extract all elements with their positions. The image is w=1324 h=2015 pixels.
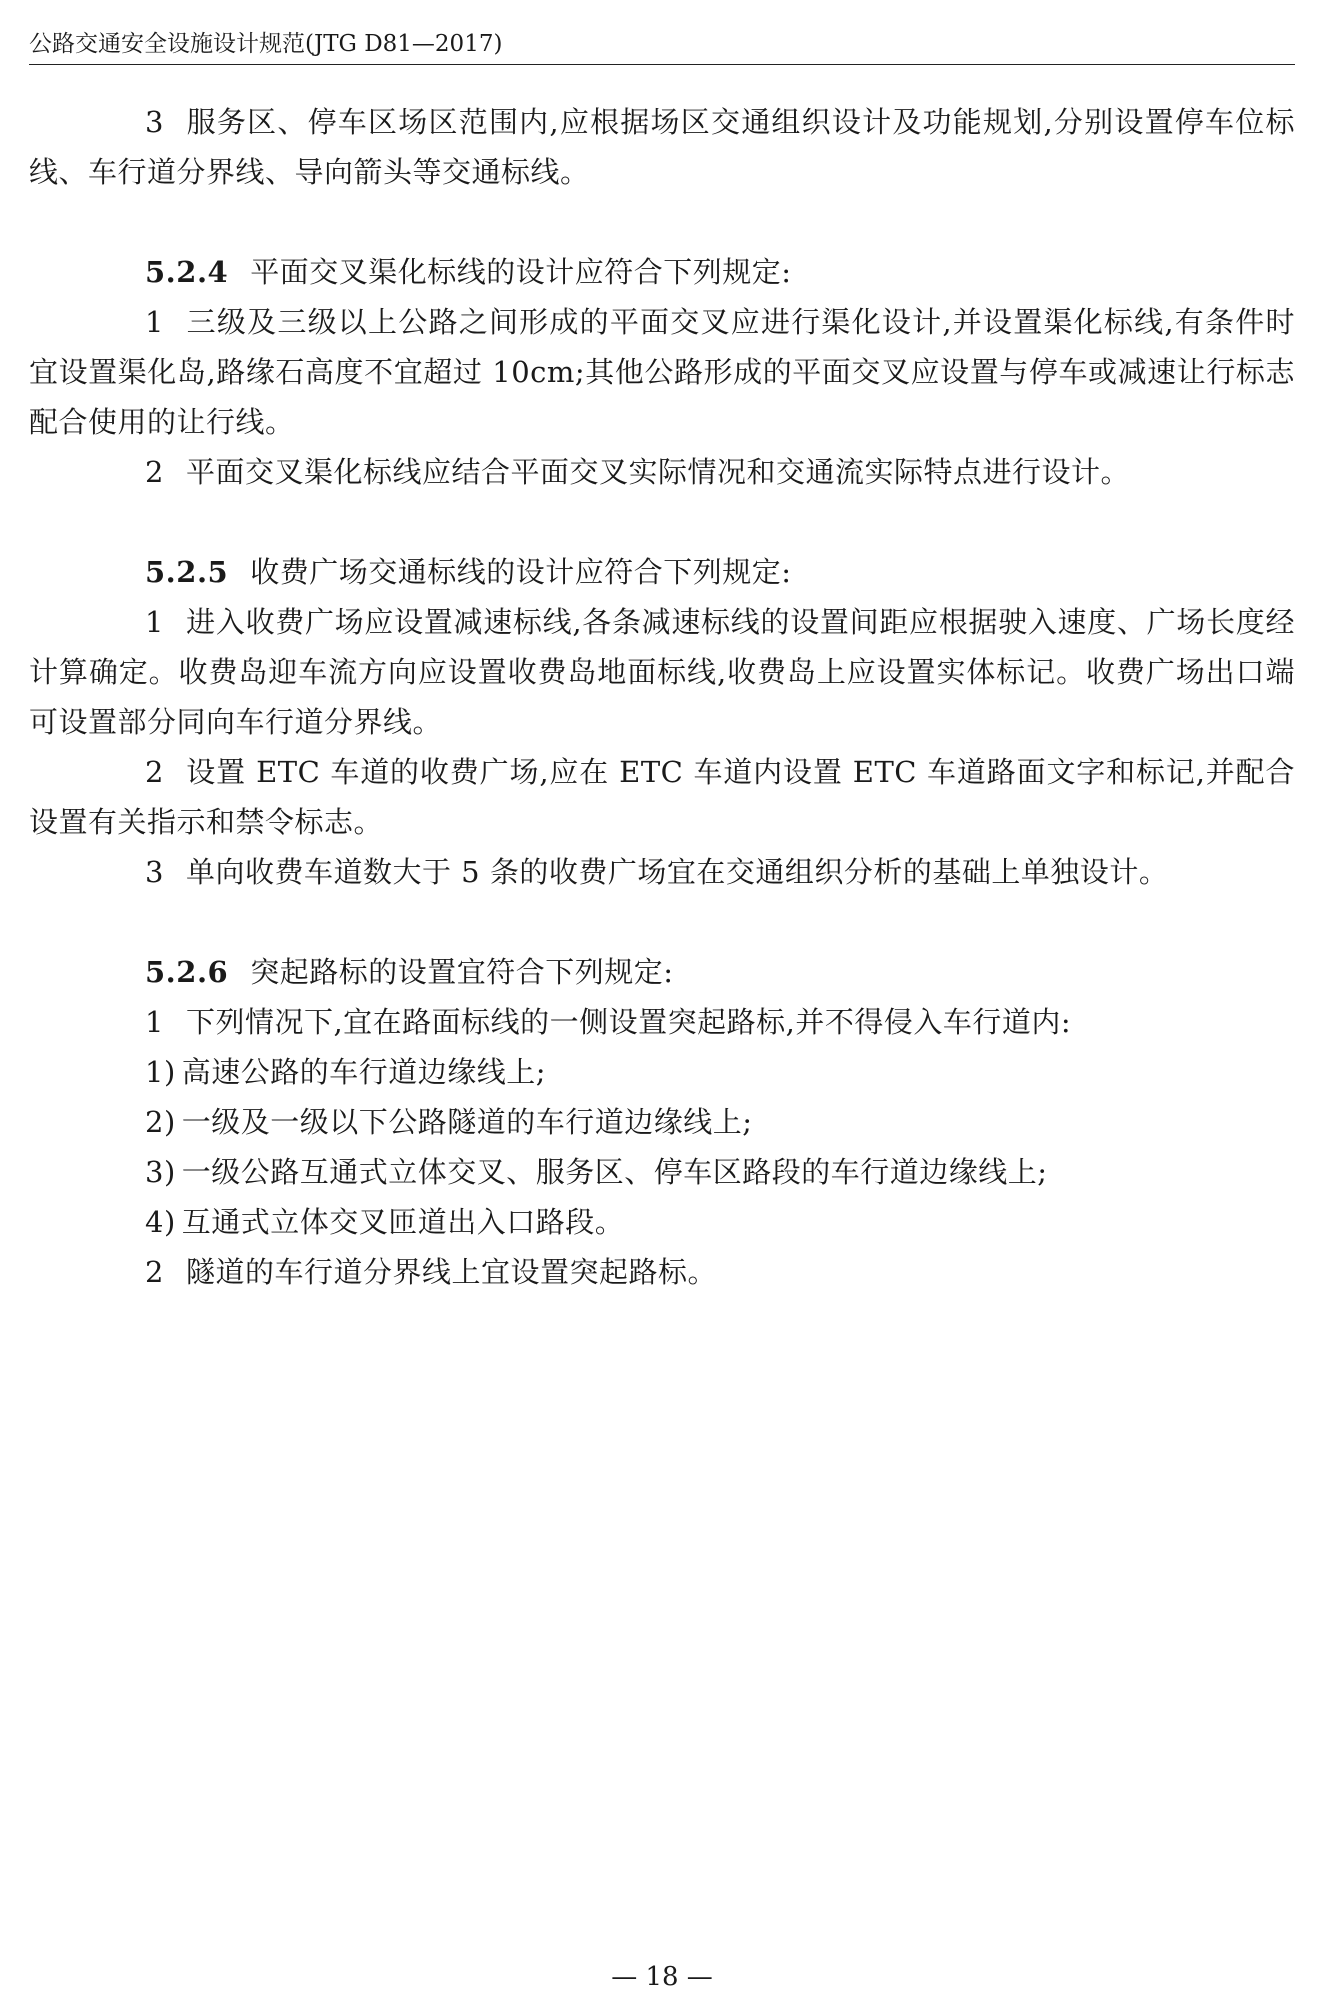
header-title: 公路交通安全设施设计规范(JTG D81—2017) — [29, 31, 503, 57]
paragraph — [29, 447, 1295, 497]
sub-item-text: 互通式立体交叉匝道出入口路段。 — [181, 1205, 625, 1239]
item-number: 1 — [145, 1005, 164, 1039]
running-header — [29, 24, 1295, 65]
paragraph — [29, 597, 1295, 747]
item-number: 1 — [145, 305, 164, 339]
clause-number: 5.2.5 — [145, 555, 229, 589]
clause-title: 突起路标的设置宜符合下列规定: — [250, 955, 674, 989]
paragraph-text: 设置 ETC 车道的收费广场,应在 ETC 车道内设置 ETC 车道路面文字和标记,并配合设置有关指示和禁令标志。 — [29, 755, 1295, 839]
paragraph — [29, 997, 1295, 1047]
item-number: 1 — [145, 605, 164, 639]
item-number: 2 — [145, 755, 164, 789]
sub-item-number: 3) — [145, 1155, 176, 1189]
sub-item-number: 4) — [145, 1205, 176, 1239]
sub-item-text: 高速公路的车行道边缘线上; — [181, 1055, 547, 1089]
clause-title: 平面交叉渠化标线的设计应符合下列规定: — [250, 255, 792, 289]
sub-item-text: 一级公路互通式立体交叉、服务区、停车区路段的车行道边缘线上; — [181, 1155, 1048, 1189]
paragraph-text: 服务区、停车区场区范围内,应根据场区交通组织设计及功能规划,分别设置停车位标线、车行道分界线、导向箭头等交通标线。 — [29, 105, 1295, 189]
paragraph-text: 三级及三级以上公路之间形成的平面交叉应进行渠化设计,并设置渠化标线,有条件时宜设置渠化岛,路缘石高度不宜超过 10cm;其他公路形成的平面交叉应设置与停车或减速让行标志配合使用的让行线。 — [29, 305, 1295, 439]
clause-heading — [29, 947, 1295, 997]
item-number: 3 — [145, 105, 164, 139]
page-body — [29, 97, 1295, 1297]
paragraph-text: 下列情况下,宜在路面标线的一侧设置突起路标,并不得侵入车行道内: — [185, 1005, 1072, 1039]
clause-number: 5.2.6 — [145, 955, 229, 989]
paragraph-text: 隧道的车行道分界线上宜设置突起路标。 — [185, 1255, 717, 1289]
paragraph-text: 进入收费广场应设置减速标线,各条减速标线的设置间距应根据驶入速度、广场长度经计算确定。收费岛迎车流方向应设置收费岛地面标线,收费岛上应设置实体标记。收费广场出口端可设置部分同向车行道分界线。 — [29, 605, 1295, 739]
sub-item — [29, 1197, 1295, 1247]
paragraph-text: 单向收费车道数大于 5 条的收费广场宜在交通组织分析的基础上单独设计。 — [185, 855, 1169, 889]
paragraph — [29, 97, 1295, 197]
item-number: 2 — [145, 455, 164, 489]
clause-heading — [29, 547, 1295, 597]
sub-item — [29, 1147, 1295, 1197]
paragraph-text: 平面交叉渠化标线应结合平面交叉实际情况和交通流实际特点进行设计。 — [185, 455, 1130, 489]
sub-item — [29, 1047, 1295, 1097]
sub-item-text: 一级及一级以下公路隧道的车行道边缘线上; — [181, 1105, 753, 1139]
sub-item-number: 2) — [145, 1105, 176, 1139]
paragraph — [29, 1247, 1295, 1297]
sub-item — [29, 1097, 1295, 1147]
clause-heading — [29, 247, 1295, 297]
item-number: 2 — [145, 1255, 164, 1289]
item-number: 3 — [145, 855, 164, 889]
paragraph — [29, 847, 1295, 897]
clause-number: 5.2.4 — [145, 255, 229, 289]
sub-item-number: 1) — [145, 1055, 176, 1089]
clause-title: 收费广场交通标线的设计应符合下列规定: — [250, 555, 792, 589]
page-number: — 18 — — [611, 1962, 713, 1992]
paragraph — [29, 747, 1295, 847]
paragraph — [29, 297, 1295, 447]
